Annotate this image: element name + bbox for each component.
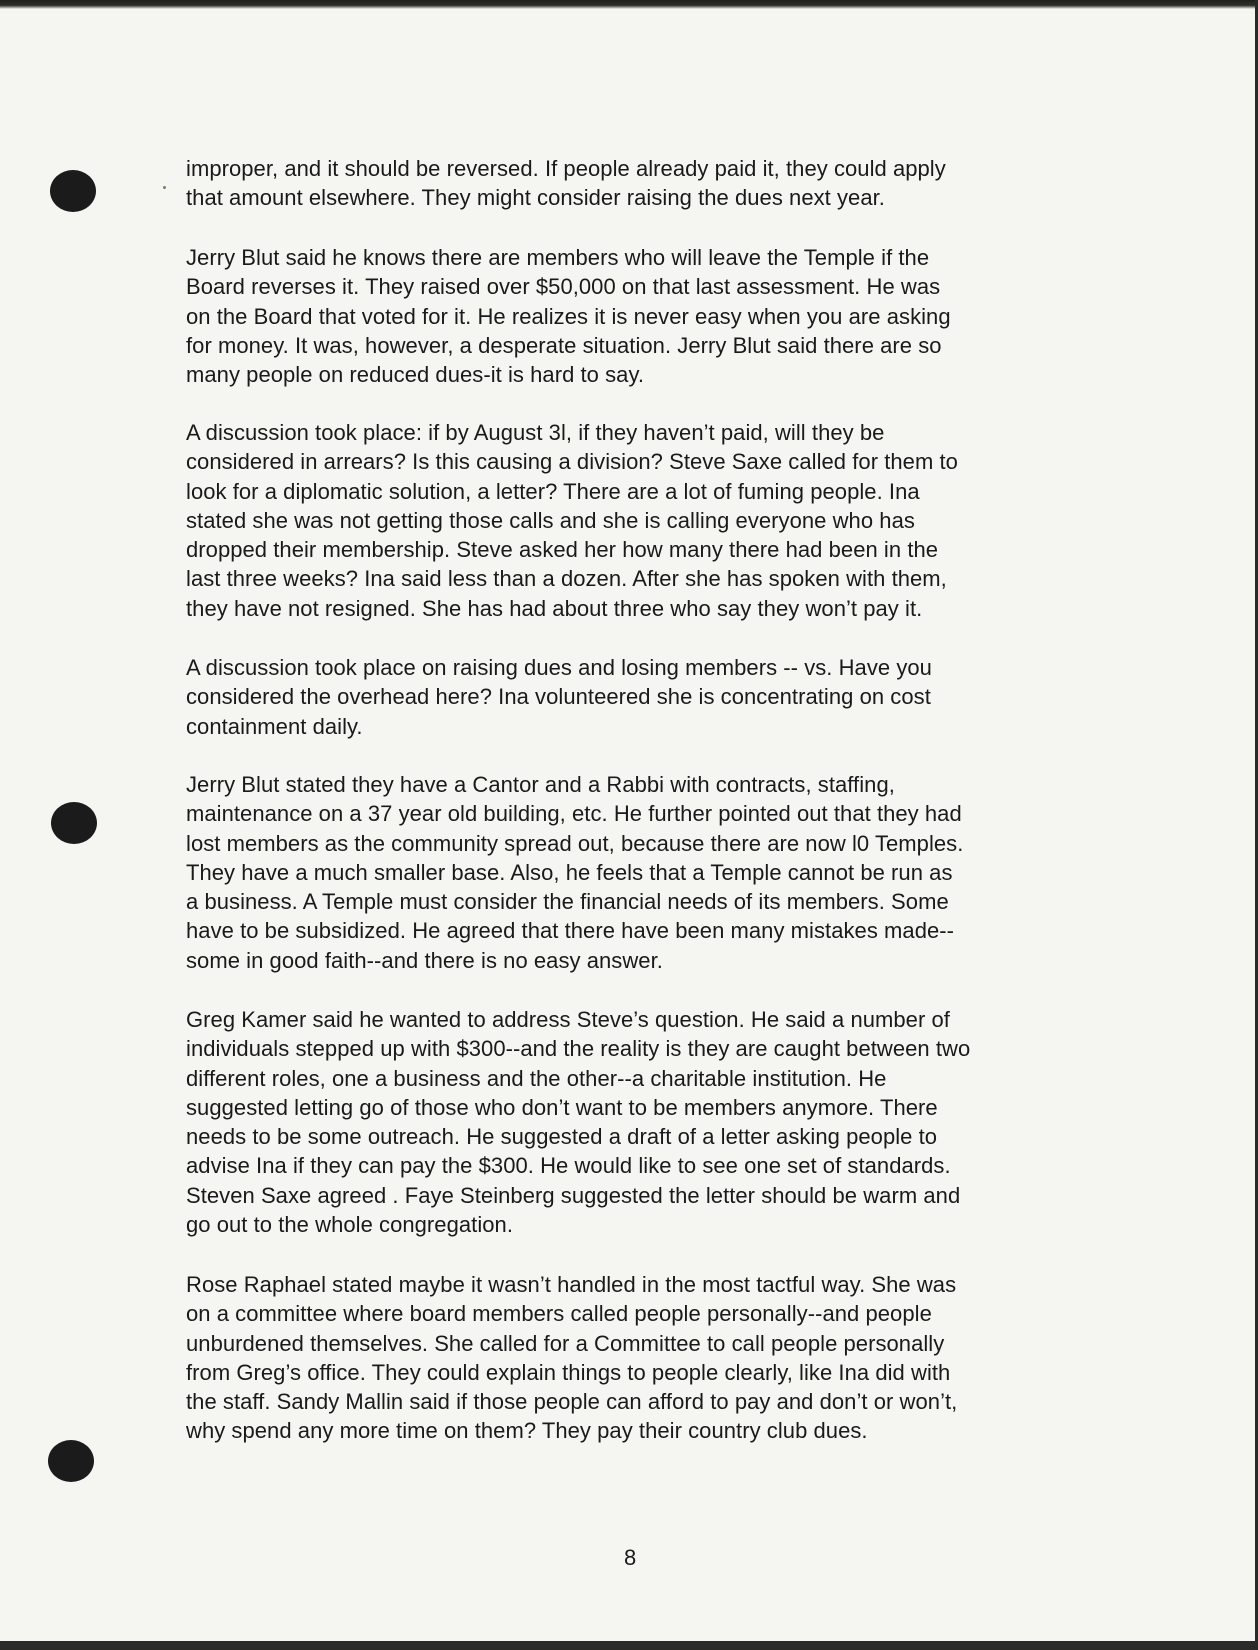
text-line: unburdened themselves. She called for a Committee to call people personally [186,1330,945,1356]
punch-hole [50,170,96,212]
text-line: A discussion took place on raising dues and losing members -- vs. Have you [186,655,932,680]
text-line: they have not resigned. She has had about three who say they won’t pay it. [186,595,923,621]
text-line: lost members as the community spread out, because there are now l0 Temples. [186,830,964,856]
text-line: Rose Raphael stated maybe it wasn’t handled in the most tactful way. She was [186,1272,957,1297]
text-line: improper, and it should be reversed. If people already paid it, they could apply [186,156,946,181]
text-line: Steven Saxe agreed . Faye Steinberg suggested the letter should be warm and [186,1182,961,1208]
text-line: why spend any more time on them? They pay their country club dues. [186,1418,868,1444]
text-line: considered the overhead here? Ina volunteered she is concentrating on cost [186,684,931,710]
text-line: some in good faith--and there is no easy answer. [186,947,663,973]
text-line: on the Board that voted for it. He realizes it is never easy when you are asking [186,303,951,329]
scan-top-edge [0,0,1258,9]
paragraph [186,770,1086,975]
text-line: from Greg’s office. They could explain things to people clearly, like Ina did with [186,1359,951,1385]
text-line: dropped their membership. Steve asked her how many there had been in the [186,537,939,563]
paragraph [186,653,1086,741]
text-line: needs to be some outreach. He suggested a draft of a letter asking people to [186,1124,938,1150]
paragraph [186,154,1086,213]
text-line: Greg Kamer said he wanted to address Steve’s question. He said a number of [186,1007,950,1032]
text-line: on a committee where board members called people personally--and people [186,1301,932,1327]
text-line: suggested letting go of those who don’t want to be members anymore. There [186,1094,938,1120]
scan-bottom-edge [0,1641,1258,1650]
stray-mark [163,186,166,189]
text-line: that amount elsewhere. They might consider raising the dues next year. [186,185,885,211]
page-number: 8 [624,1545,637,1570]
punch-hole [48,1440,94,1482]
text-line: individuals stepped up with $300--and the reality is they are caught between two [186,1036,971,1062]
text-line: considered in arrears? Is this causing a division? Steve Saxe called for them to [186,449,958,475]
paragraph [186,1270,1086,1446]
text-line: go out to the whole congregation. [186,1212,513,1238]
punch-hole [51,802,97,844]
text-line: containment daily. [186,713,363,739]
text-line: They have a much smaller base. Also, he feels that a Temple cannot be run as [186,859,953,885]
text-line: Board reverses it. They raised over $50,000 on that last assessment. He was [186,274,941,300]
text-line: many people on reduced dues-it is hard to say. [186,362,645,388]
paragraph [186,1005,1086,1239]
text-line: maintenance on a 37 year old building, etc. He further pointed out that they had [186,801,962,827]
text-line: stated she was not getting those calls and she is calling everyone who has [186,507,915,533]
paragraph [186,243,1086,389]
text-line: the staff. Sandy Mallin said if those people can afford to pay and don’t or won’t, [186,1389,958,1415]
text-line: look for a diplomatic solution, a letter? There are a lot of fuming people. Ina [186,478,920,504]
text-line: Jerry Blut stated they have a Cantor and a Rabbi with contracts, staffing, [186,772,895,797]
text-line: A discussion took place: if by August 3l, if they haven’t paid, will they be [186,420,885,445]
text-line: advise Ina if they can pay the $300. He would like to see one set of standards. [186,1153,951,1179]
text-line: Jerry Blut said he knows there are members who will leave the Temple if the [186,245,930,270]
text-line: have to be subsidized. He agreed that there have been many mistakes made-- [186,918,955,944]
text-line: a business. A Temple must consider the financial needs of its members. Some [186,889,949,915]
text-line: different roles, one a business and the other--a charitable institution. He [186,1065,887,1091]
paragraph [186,418,1086,623]
text-line: last three weeks? Ina said less than a dozen. After she has spoken with them, [186,566,947,592]
text-line: for money. It was, however, a desperate situation. Jerry Blut said there are so [186,332,942,358]
